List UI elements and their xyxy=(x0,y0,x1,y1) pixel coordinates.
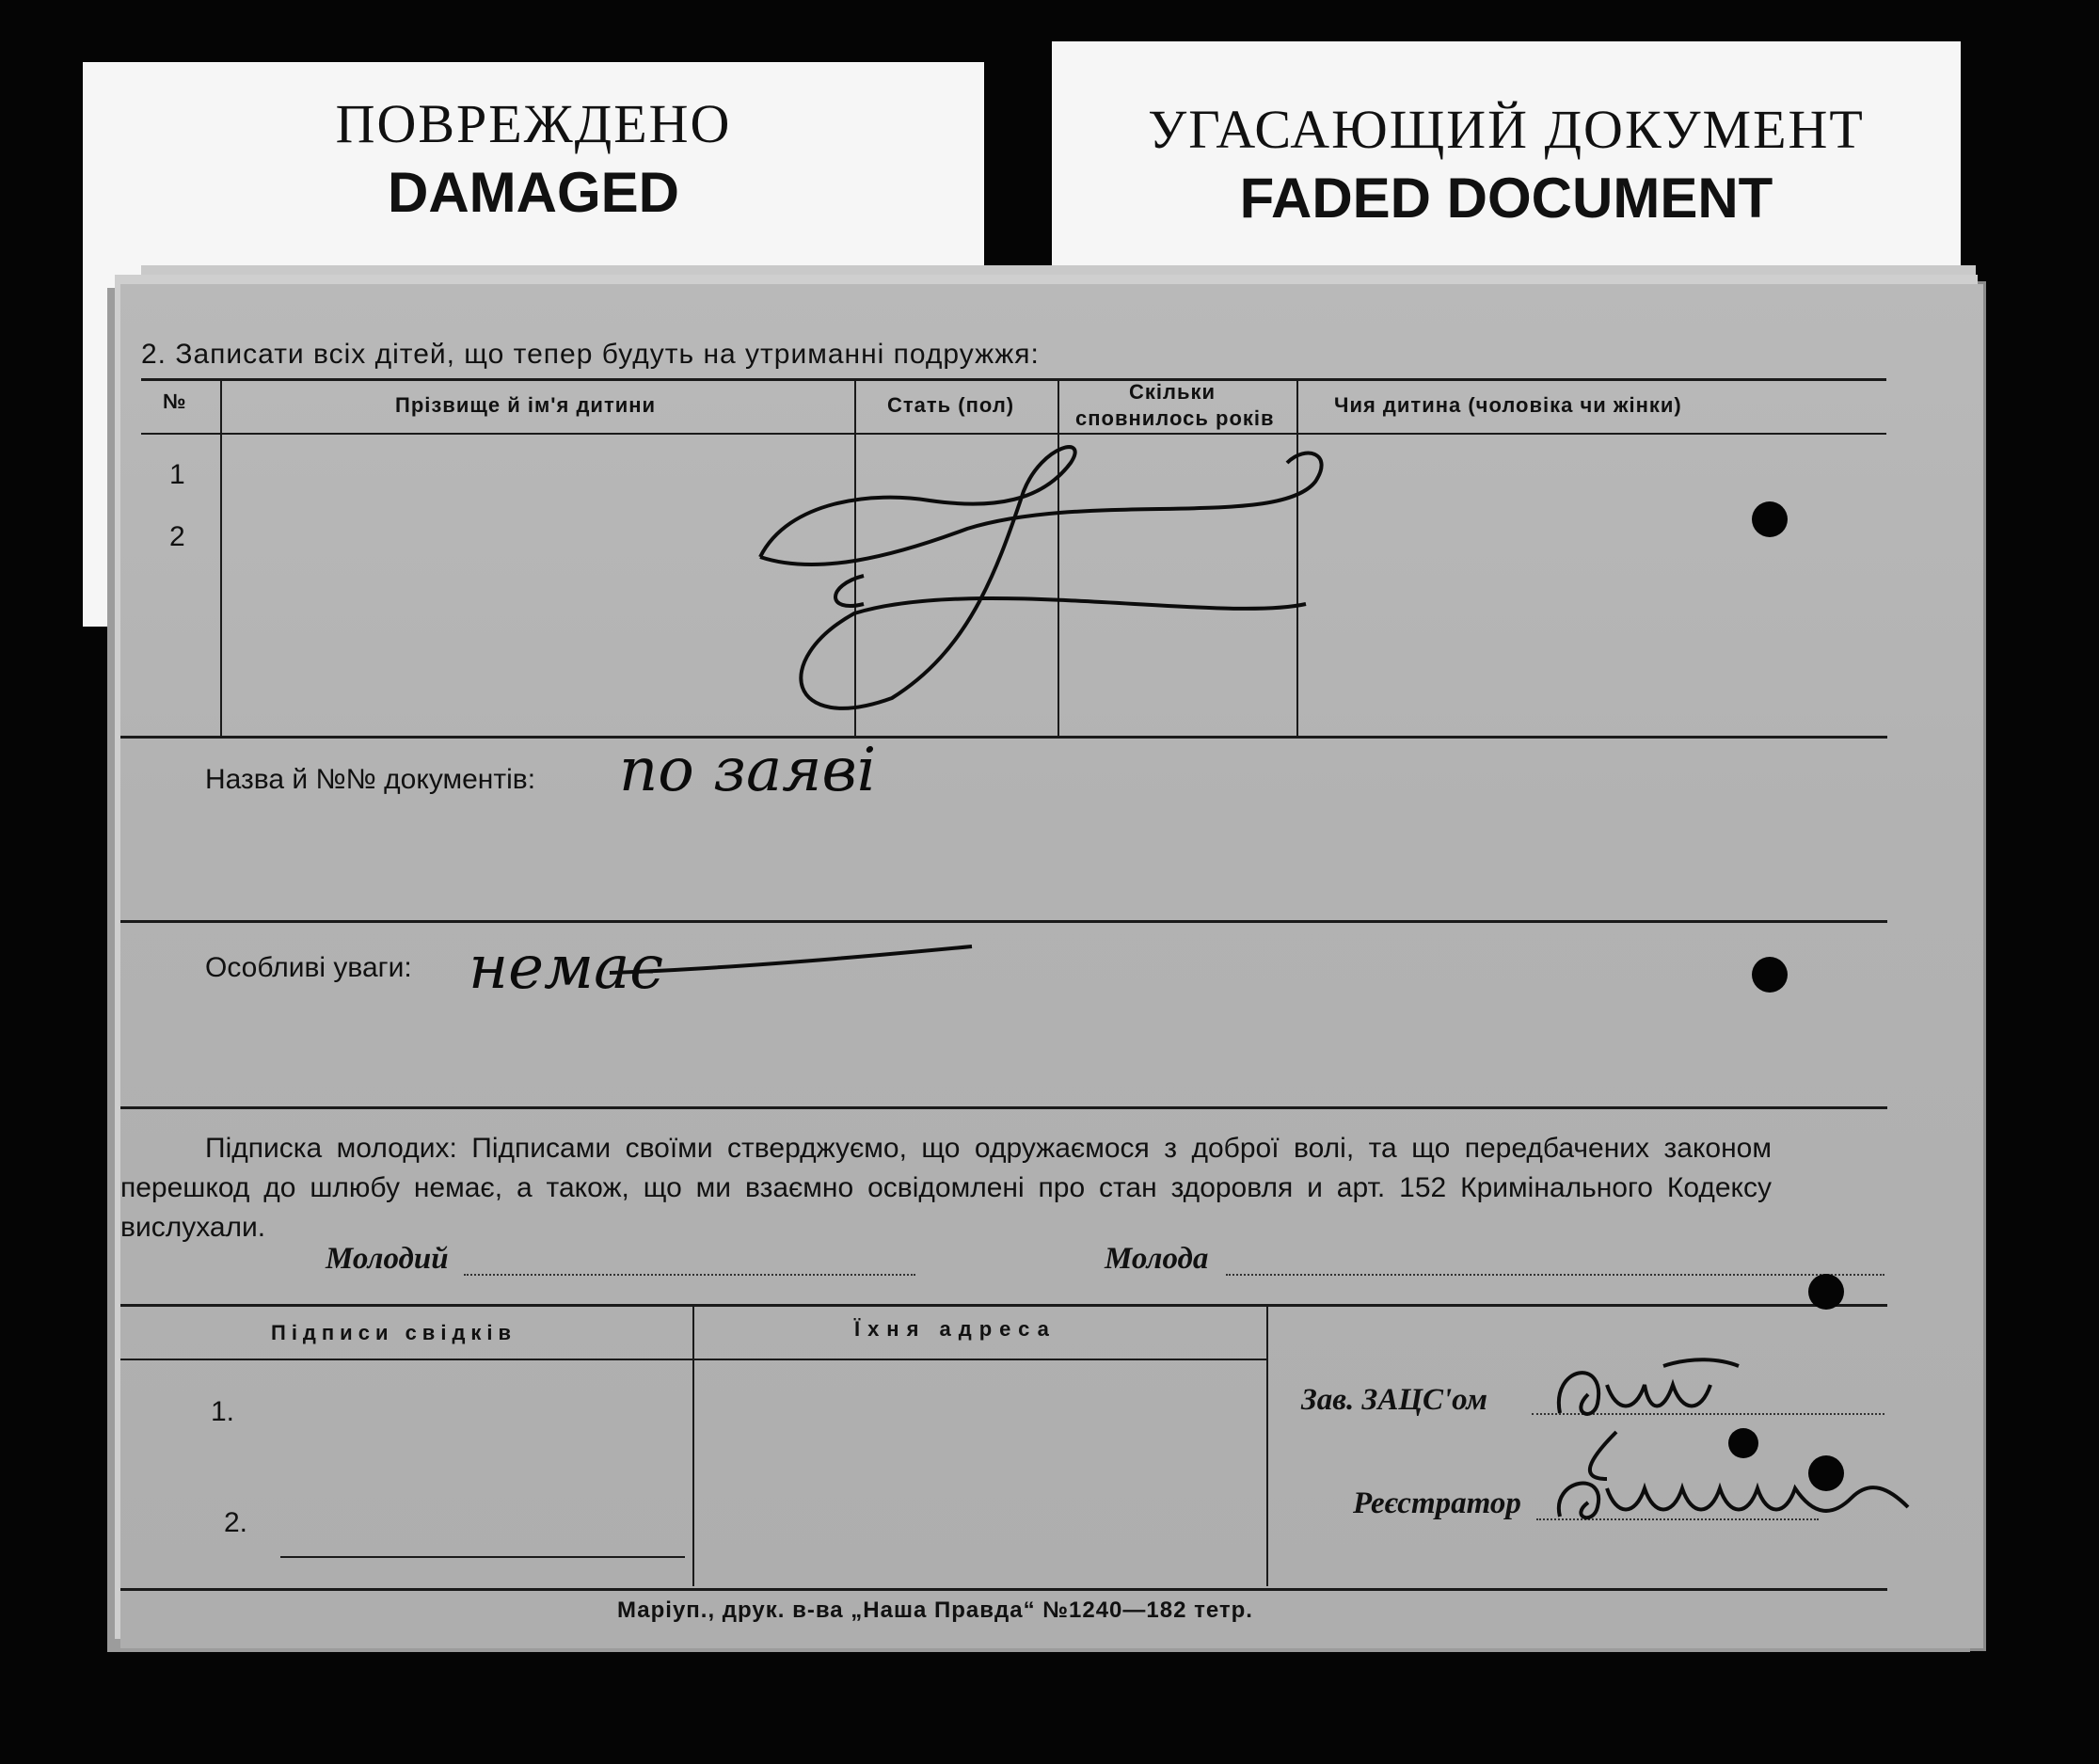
form-sheet xyxy=(120,284,1983,1648)
table-col-divider xyxy=(220,378,222,736)
head-signature xyxy=(1550,1347,1757,1432)
documents-value: по заяві xyxy=(619,736,877,805)
groom-label: Молодий xyxy=(326,1242,449,1276)
witness-row-number: 1. xyxy=(211,1396,235,1427)
header-years-line2: сповнилось років xyxy=(1075,406,1275,430)
bride-signature-line xyxy=(1226,1274,1884,1276)
header-child-name: Прізвище й ім'я дитини xyxy=(395,393,657,417)
notes-value: немає xyxy=(469,933,664,1003)
punch-hole xyxy=(1808,1455,1844,1491)
table-row-number: 1 xyxy=(169,459,185,490)
pledge-text: Підписка молодих: Підписами своїми стверджуємо, що одружаємося з доброї волі, та що передбачених законом перешкод до шлюбу немає, а також, що ми взаємно освідомлені про стан здоровля и арт. 152 Кримінального Кодексу вислухали. xyxy=(120,1133,1772,1243)
groom-signature-line xyxy=(464,1274,915,1276)
witness-2-signature-line xyxy=(280,1556,685,1558)
witness-signatures-header: Підписи свідків xyxy=(271,1321,517,1344)
witness-header-border xyxy=(120,1359,1266,1360)
notes-underline-stroke xyxy=(610,943,977,980)
header-number: № xyxy=(163,389,187,413)
witness-col-divider xyxy=(692,1304,694,1586)
head-of-registry-label: Зав. ЗАЦС'ом xyxy=(1301,1383,1488,1417)
registrar-label: Реєстратор xyxy=(1353,1486,1521,1520)
punch-hole xyxy=(1808,1274,1844,1310)
punch-hole xyxy=(1728,1428,1758,1458)
table-row-number: 2 xyxy=(169,521,185,552)
table-top-border xyxy=(141,378,1886,381)
section-title: 2. Записати всіх дітей, що тепер будуть на утриманні подружжя: xyxy=(141,339,1040,370)
table-bottom-border xyxy=(120,736,1887,739)
faded-label-ru: УГАСАЮЩИЙ ДОКУМЕНТ xyxy=(1148,99,1865,160)
documents-bottom-border xyxy=(120,920,1887,923)
header-whose-child: Чия дитина (чоловіка чи жінки) xyxy=(1334,393,1682,417)
bride-label: Молода xyxy=(1105,1242,1209,1276)
damaged-label-ru: ПОВРЕЖДЕНО xyxy=(335,93,732,154)
damaged-label-en: DAMAGED xyxy=(388,161,679,224)
printer-imprint: Маріуп., друк. в-ва „Наша Правда“ №1240—182 тетр. xyxy=(617,1597,1253,1623)
notes-label: Особливі уваги: xyxy=(205,952,412,983)
strikeout-flourish xyxy=(732,425,1485,726)
punch-hole xyxy=(1752,957,1788,993)
witness-top-border xyxy=(120,1304,1887,1307)
header-years-line1: Скільки xyxy=(1129,380,1216,404)
header-sex: Стать (пол) xyxy=(887,393,1015,417)
witness-col-divider xyxy=(1266,1304,1268,1586)
footer-border xyxy=(120,1588,1887,1591)
witness-address-header: Їхня адреса xyxy=(854,1317,1057,1341)
punch-hole xyxy=(1752,501,1788,537)
notes-bottom-border xyxy=(120,1106,1887,1109)
faded-label-en: FADED DOCUMENT xyxy=(1239,167,1773,230)
witness-row-number: 2. xyxy=(224,1507,248,1538)
documents-label: Назва й №№ документів: xyxy=(205,764,536,795)
